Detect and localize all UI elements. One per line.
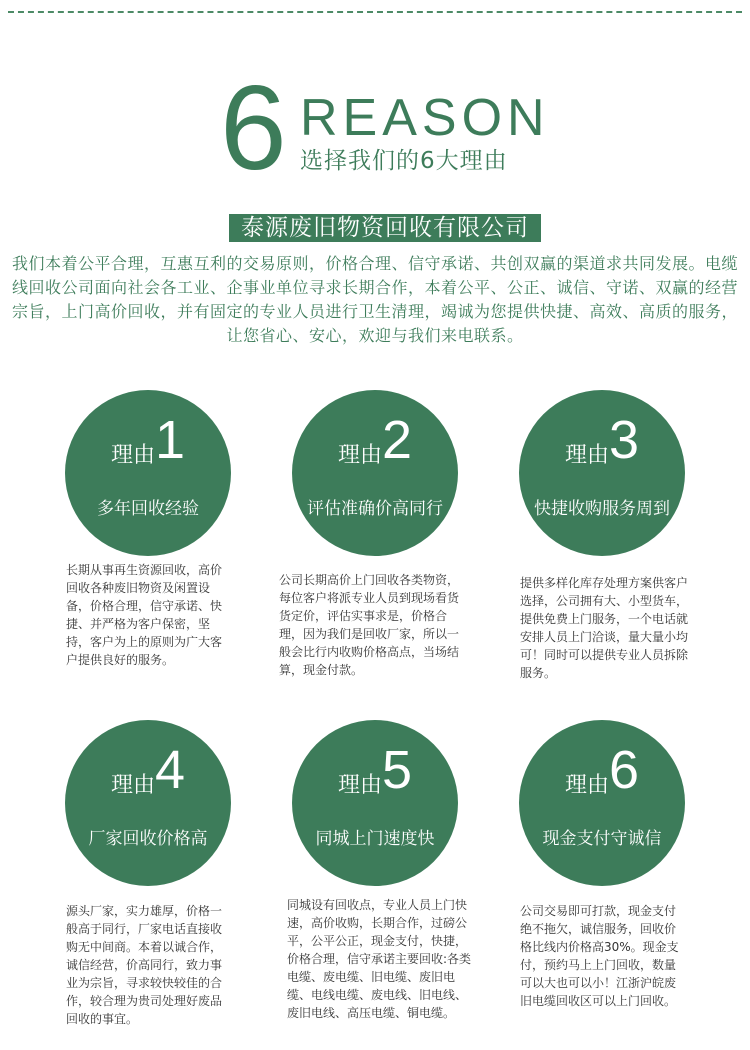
reason-2-number: 2: [381, 410, 413, 470]
big-number-six: 6: [220, 61, 287, 195]
reason-4-label: 理由: [110, 773, 155, 798]
reason-subtitle: 选择我们的6大理由: [300, 148, 508, 174]
reason-2-subtitle: 评估准确价高同行: [307, 499, 443, 519]
reason-6-label: 理由: [564, 773, 609, 798]
intro-paragraph: 我们本着公平合理，互惠互利的交易原则，价格合理、信守承诺、共创双赢的渠道求共同发展。电缆线回收公司面向社会各工业、企事业单位寻求长期合作，本着公平、公正、诚信、守诺、双赢的经营宗旨，上门高价回收，并有固定的专业人员进行卫生清理，竭诚为您提供快捷、高效、高质的服务，让您省心、安心，欢迎与我们来电联系。: [12, 254, 739, 345]
reason-3-title: [519, 410, 685, 470]
reason-3-subtitle: 快捷收购服务周到: [534, 499, 670, 519]
reason-6-title: [519, 740, 685, 800]
reason-6-number: 6: [608, 740, 640, 800]
reason-3-circle: [519, 390, 685, 556]
reason-4-description: 源头厂家，实力雄厚，价格一般高于同行，厂家电话直接收购无中间商。本着以诚合作，诚信经营，价高同行，致力事业为宗旨，寻求较快较佳的合作，较合理为贵司处理好废品回收的事宜。: [66, 904, 223, 1026]
reason-5-title: [292, 740, 458, 800]
reason-1-circle: [65, 390, 231, 556]
reason-1-number: 1: [154, 410, 186, 470]
reason-4-subtitle: 厂家回收价格高: [88, 829, 208, 849]
reason-6-subtitle: 现金支付守诚信: [542, 829, 662, 849]
reason-4-circle: [65, 720, 231, 886]
reason-1-description: 长期从事再生资源回收，高价回收各种废旧物资及闲置设备，价格合理，信守承诺、快捷、并严格为客户保密，坚持，客户为上的原则为广大客户提供良好的服务。: [66, 563, 223, 667]
reason-heading: REASON: [300, 89, 550, 147]
reason-2-label: 理由: [337, 443, 382, 468]
reason-5-number: 5: [381, 740, 413, 800]
reason-5-circle: [292, 720, 458, 886]
reason-4-number: 4: [154, 740, 186, 800]
reason-2-title: [292, 410, 458, 470]
reason-5-subtitle: 同城上门速度快: [315, 829, 435, 849]
reason-6-circle: [519, 720, 685, 886]
reason-3-description: 提供多样化库存处理方案供客户选择，公司拥有大、小型货车，提供免费上门服务，一个电话就安排人员上门洽谈，量大量小均可！同时可以提供专业人员拆除服务。: [520, 576, 689, 680]
reason-3-number: 3: [608, 410, 640, 470]
reason-2-description: 公司长期高价上门回收各类物资，每位客户将派专业人员到现场看货货定价，评估实事求是，价格合理，因为我们是回收厂家，所以一般会比行内收购价格高点，当场结算，现金付款。: [279, 573, 460, 677]
reason-5-description: 同城设有回收点，专业人员上门快速，高价收购，长期合作，过磅公平，公平公正，现金支付，快捷，价格合理，信守承诺主要回收:各类电缆、废电缆、旧电缆、废旧电缆、电线电缆、废电线、旧电线、废旧电线、高压电缆、铜电缆。: [287, 898, 472, 1020]
top-dashed-divider: [8, 11, 742, 13]
reason-1-label: 理由: [110, 443, 155, 468]
reason-3-label: 理由: [564, 443, 609, 468]
reason-1-subtitle: 多年回收经验: [97, 499, 199, 519]
reason-1-title: [65, 410, 231, 470]
reason-6-description: 公司交易即可打款，现金支付绝不拖欠，诚信服务，回收价格比线内价格高30%。现金支付，预约马上上门回收，数量可以大也可以小！江浙沪皖废旧电缆回收区可以上门回收。: [520, 904, 679, 1008]
reason-2-circle: [292, 390, 458, 556]
company-name-banner: 泰源废旧物资回收有限公司: [229, 214, 541, 242]
reason-5-label: 理由: [337, 773, 382, 798]
reason-4-title: [65, 740, 231, 800]
